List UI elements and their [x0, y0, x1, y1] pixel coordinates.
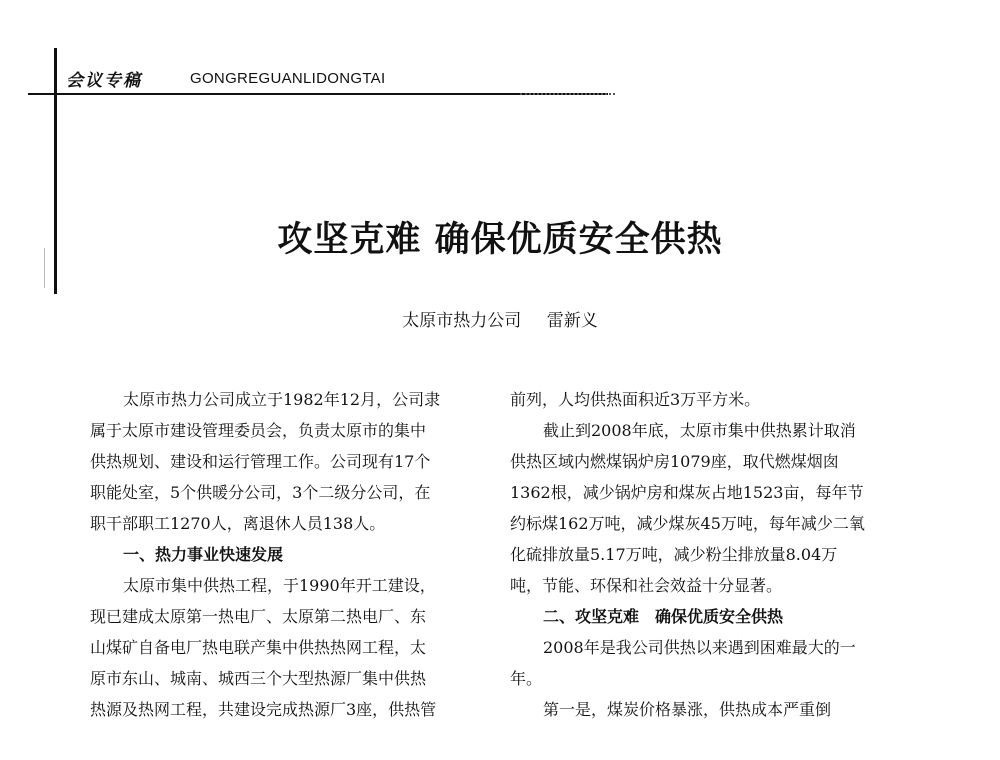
paragraph-line: 原市东山、城南、城西三个大型热源厂集中供热	[90, 669, 427, 688]
paragraph-line: 前列，人均供热面积近3万平方米。	[510, 390, 761, 409]
header-dotted-rule	[520, 93, 615, 95]
paragraph-line: 山煤矿自备电厂热电联产集中供热热网工程，太	[90, 638, 427, 657]
section-heading-1: 一、热力事业快速发展	[123, 545, 284, 564]
paragraph-line: 现已建成太原第一热电厂、太原第二热电厂、东	[90, 607, 427, 626]
right-column	[510, 384, 912, 725]
section-heading-2: 二、攻坚克难 确保优质安全供热	[543, 607, 784, 626]
paragraph-line: 供热规划、建设和运行管理工作。公司现有17个	[90, 452, 431, 471]
paragraph-line: 供热区域内燃煤锅炉房1079座，取代燃煤烟囱	[510, 452, 839, 471]
paragraph-line: 2008年是我公司供热以来遇到困难最大的一	[543, 638, 856, 657]
paragraph-line: 年。	[510, 669, 543, 688]
paragraph-line: 化硫排放量5.17万吨，减少粉尘排放量8.04万	[510, 545, 838, 564]
paragraph-line: 属于太原市建设管理委员会，负责太原市的集中	[90, 421, 427, 440]
paragraph-line: 1362根，减少锅炉房和煤灰占地1523亩，每年节	[510, 483, 864, 502]
section-label-pinyin: GONGREGUANLIDONGTAI	[190, 70, 386, 87]
article-title: 攻坚克难 确保优质安全供热	[277, 220, 723, 260]
left-column	[90, 384, 482, 725]
byline	[0, 306, 1000, 331]
paragraph-line: 第一是，煤炭价格暴涨，供热成本严重倒	[543, 700, 832, 719]
paragraph-line: 截止到2008年底，太原市集中供热累计取消	[543, 421, 856, 440]
paragraph-line: 太原市集中供热工程，于1990年开工建设，	[123, 576, 436, 595]
author-name: 雷新义	[546, 311, 598, 331]
paragraph-line: 吨，节能、环保和社会效益十分显著。	[510, 576, 783, 595]
paragraph-line: 约标煤162万吨，减少煤灰45万吨，每年减少二氧	[510, 514, 865, 533]
section-label-chinese: 会议专稿	[66, 71, 142, 91]
author-organization: 太原市热力公司	[402, 311, 522, 331]
paragraph-line: 职能处室，5个供暖分公司，3个二级分公司，在	[90, 483, 431, 502]
paragraph-line: 太原市热力公司成立于1982年12月，公司隶	[123, 390, 441, 409]
paragraph-line: 职干部职工1270人，离退休人员138人。	[90, 514, 386, 533]
paragraph-line: 热源及热网工程，共建设完成热源厂3座，供热管	[90, 700, 437, 719]
